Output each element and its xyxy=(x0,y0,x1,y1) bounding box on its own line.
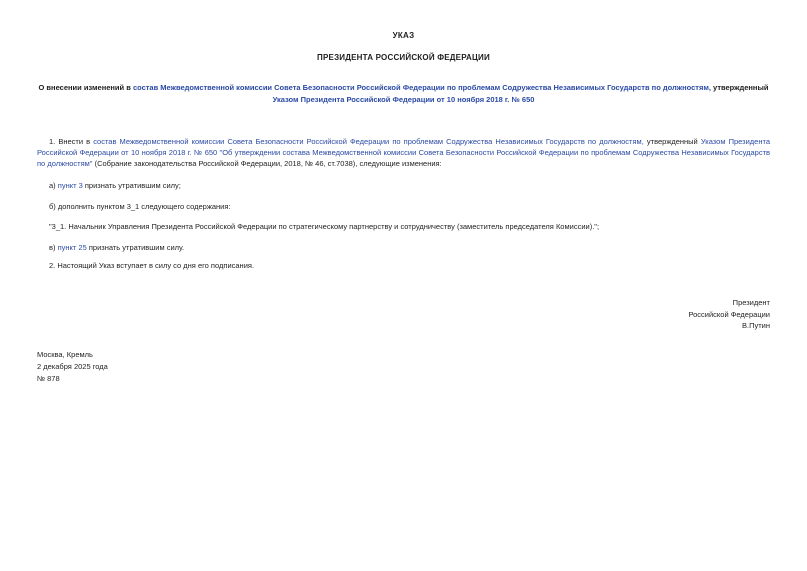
signature-block xyxy=(470,297,770,332)
paragraph-1-link-decree-650[interactable]: Указом Президента Российской Федерации от 10 ноября 2018 г. № 650 "Об утверждении состава Межведомственной комиссии Совета Безопасности Российской Федерации по проблемам Содружества Независимых Государств по должностям" xyxy=(37,137,770,168)
subitem-a-text: а) xyxy=(49,181,58,190)
subitem-v-text: признать утратившим силу. xyxy=(86,243,185,252)
document-title xyxy=(37,82,770,105)
paragraph-2: 2. Настоящий Указ вступает в силу со дня его подписания. xyxy=(49,261,255,270)
paragraph-1 xyxy=(37,136,770,169)
issuance-date: 2 декабря 2025 года xyxy=(37,362,108,371)
document-kind-heading: УКАЗ xyxy=(392,31,415,40)
subitem-b: б) дополнить пунктом 3_1 следующего содержания: xyxy=(49,202,231,211)
subitem-a-text: признать утратившим силу; xyxy=(82,181,181,190)
issuance-place: Москва, Кремль xyxy=(37,350,93,359)
subitem-a xyxy=(37,180,770,191)
subitem-a-link-point-3[interactable]: пункт 3 xyxy=(57,181,83,190)
paragraph-1-link-commission-composition[interactable]: состав Межведомственной комиссии Совета Безопасности Российской Федерации по проблемам Содружества Независимых Государств по должностям, xyxy=(93,137,644,146)
paragraph-1-text: утвержденный xyxy=(643,137,701,146)
title-link-commission-composition[interactable]: состав Межведомственной комиссии Совета Безопасности Российской Федерации по проблемам Содружества Независимых Государств по должностям, xyxy=(132,83,711,92)
issuance-block xyxy=(37,349,337,385)
issuance-number: № 878 xyxy=(37,374,60,383)
paragraph-1-text: (Собрание законодательства Российской Федерации, 2018, № 46, ст.7038), следующие изменения: xyxy=(92,159,442,168)
signature-post-line: Российской Федерации xyxy=(688,309,770,319)
subitem-v xyxy=(37,242,770,253)
title-link-decree-650[interactable]: Указом Президента Российской Федерации от 10 ноября 2018 г. № 650 xyxy=(272,94,535,104)
document-authority-heading: ПРЕЗИДЕНТА РОССИЙСКОЙ ФЕДЕРАЦИИ xyxy=(317,53,490,62)
inserted-point-3-1-text: "3_1. Начальник Управления Президента Российской Федерации по стратегическому партнерству и сотрудничеству (заместитель председателя Комиссии)."; xyxy=(49,222,600,231)
subitem-v-link-point-25[interactable]: пункт 25 xyxy=(57,243,87,252)
subitem-v-text: в) xyxy=(49,243,58,252)
signature-name: В.Путин xyxy=(742,321,770,330)
title-text: О внесении изменений в xyxy=(38,83,133,92)
paragraph-1-text: 1. Внести в xyxy=(49,137,94,146)
signature-post-line: Президент xyxy=(732,298,770,307)
title-text: утвержденный xyxy=(710,83,769,92)
